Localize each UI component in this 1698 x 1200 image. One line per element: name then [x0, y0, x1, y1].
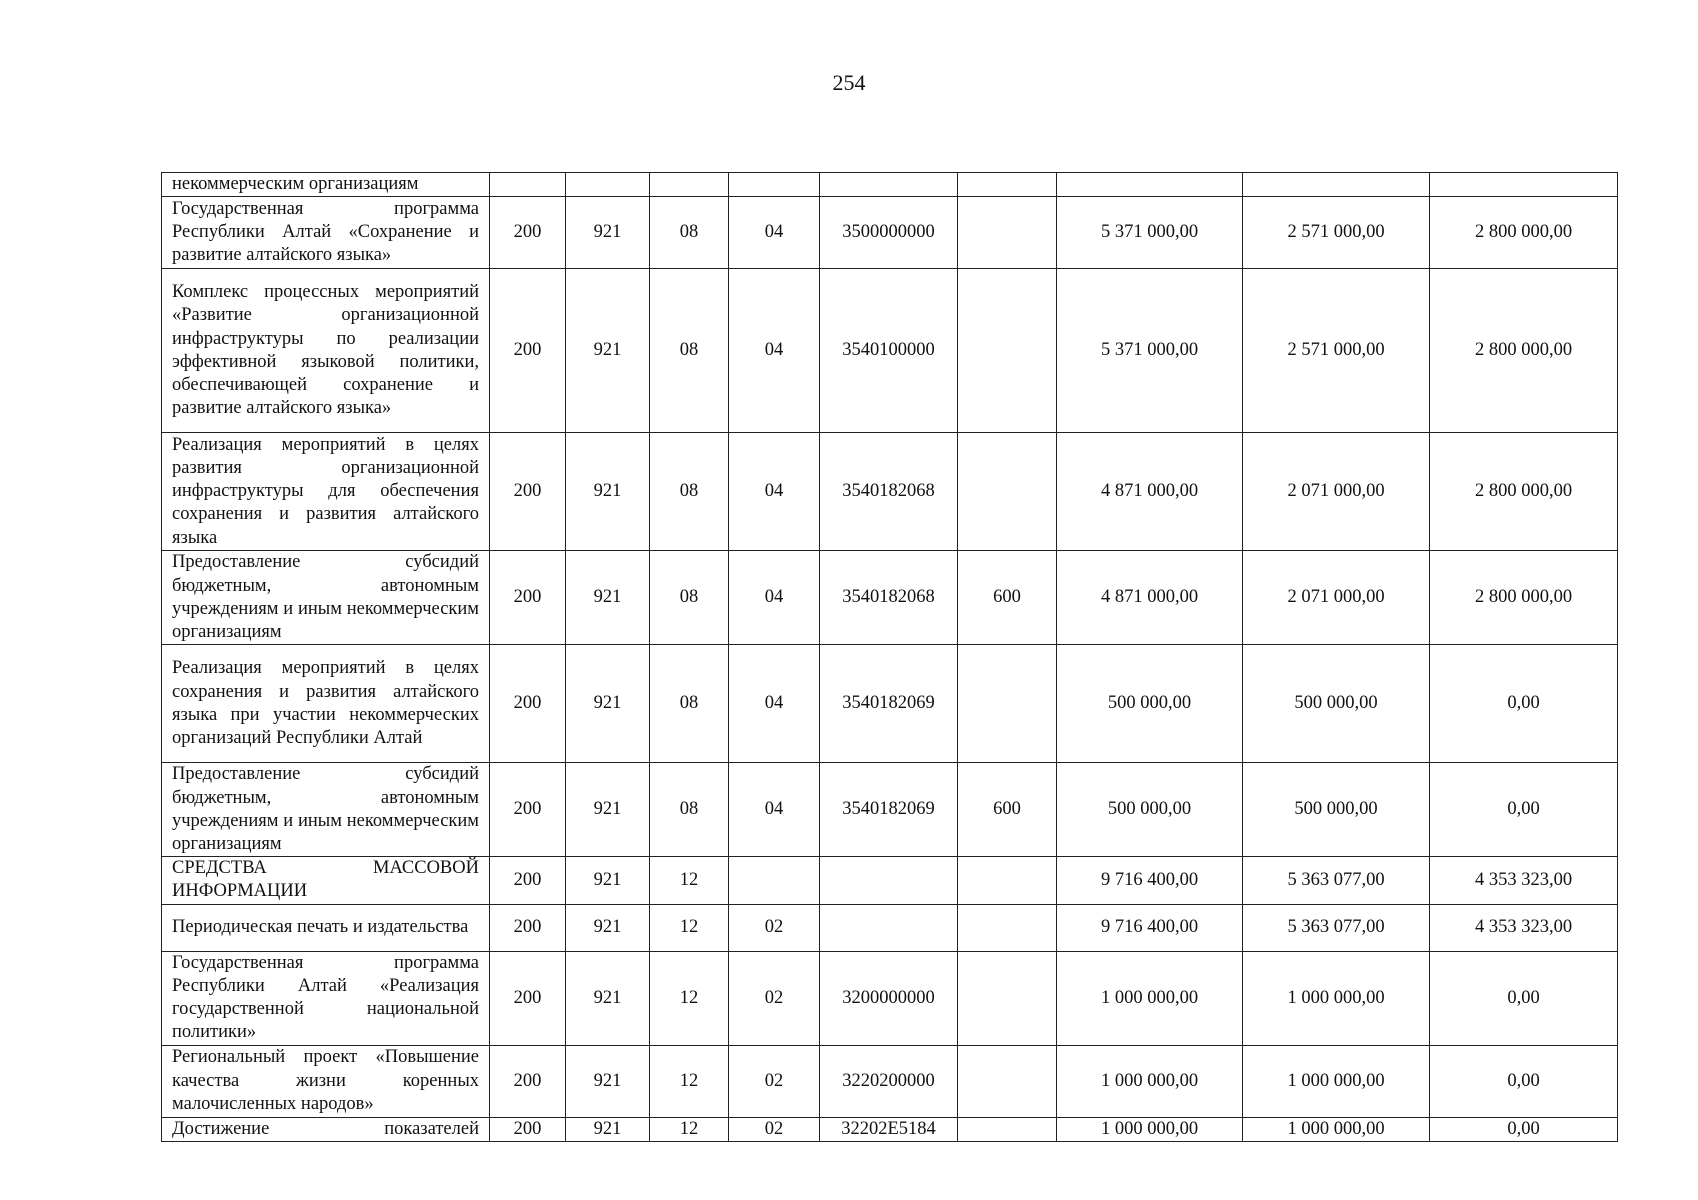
expense-type-code: 600: [958, 551, 1057, 645]
ministry-code: [566, 173, 650, 197]
section-code: 200: [490, 857, 566, 904]
subdivision-code: 04: [729, 269, 820, 433]
table-row: [162, 1045, 1618, 1117]
amount-2025: 9 716 400,00: [1057, 904, 1243, 951]
table-row: [162, 269, 1618, 433]
subdivision-code: 04: [729, 551, 820, 645]
item-name: Региональный проект «Повышение качества жизни коренных малочисленных народов»: [162, 1045, 490, 1117]
division-code: 08: [650, 197, 729, 269]
table-row: [162, 173, 1618, 197]
division-code: 08: [650, 645, 729, 763]
item-name: Реализация мероприятий в целях сохранения и развития алтайского языка при участии некоммерческих организаций Республики Алтай: [162, 645, 490, 763]
amount-2027: [1430, 173, 1618, 197]
amount-2027: 2 800 000,00: [1430, 551, 1618, 645]
expense-type-code: [958, 645, 1057, 763]
item-name: Периодическая печать и издательства: [162, 904, 490, 951]
ministry-code: 921: [566, 197, 650, 269]
ministry-code: 921: [566, 904, 650, 951]
table-row: [162, 197, 1618, 269]
target-article-code: [820, 173, 958, 197]
amount-2025: [1057, 173, 1243, 197]
target-article-code: 3500000000: [820, 197, 958, 269]
division-code: 08: [650, 763, 729, 857]
expense-type-code: [958, 904, 1057, 951]
amount-2026: 5 363 077,00: [1243, 857, 1430, 904]
subdivision-code: 02: [729, 904, 820, 951]
table-row: [162, 1117, 1618, 1141]
amount-2027: 0,00: [1430, 951, 1618, 1045]
section-code: 200: [490, 1117, 566, 1141]
amount-2027: 2 800 000,00: [1430, 269, 1618, 433]
amount-2027: 4 353 323,00: [1430, 857, 1618, 904]
section-code: 200: [490, 197, 566, 269]
table-body: [162, 173, 1618, 1142]
division-code: 08: [650, 433, 729, 551]
subdivision-code: 02: [729, 951, 820, 1045]
expense-type-code: 600: [958, 763, 1057, 857]
subdivision-code: 04: [729, 763, 820, 857]
item-name: Достижение показателей: [162, 1117, 490, 1141]
item-name: Реализация мероприятий в целях развития организационной инфраструктуры для обеспечения сохранения и развития алтайского языка: [162, 433, 490, 551]
item-name: Комплекс процессных мероприятий «Развитие организационной инфраструктуры по реализации эффективной языковой политики, обеспечивающей сохранение и развитие алтайского языка»: [162, 269, 490, 433]
division-code: 12: [650, 951, 729, 1045]
subdivision-code: 02: [729, 1117, 820, 1141]
target-article-code: [820, 904, 958, 951]
expense-type-code: [958, 951, 1057, 1045]
ministry-code: 921: [566, 551, 650, 645]
amount-2025: 500 000,00: [1057, 645, 1243, 763]
division-code: 08: [650, 551, 729, 645]
item-name: Государственная программа Республики Алтай «Реализация государственной национальной политики»: [162, 951, 490, 1045]
amount-2026: 1 000 000,00: [1243, 1117, 1430, 1141]
amount-2025: 1 000 000,00: [1057, 951, 1243, 1045]
amount-2027: 0,00: [1430, 763, 1618, 857]
target-article-code: 3540182069: [820, 763, 958, 857]
division-code: 08: [650, 269, 729, 433]
amount-2026: [1243, 173, 1430, 197]
target-article-code: 3540182068: [820, 551, 958, 645]
division-code: [650, 173, 729, 197]
section-code: 200: [490, 951, 566, 1045]
expense-type-code: [958, 1117, 1057, 1141]
table-row: [162, 763, 1618, 857]
item-name: Государственная программа Республики Алтай «Сохранение и развитие алтайского языка»: [162, 197, 490, 269]
subdivision-code: [729, 173, 820, 197]
table-row: [162, 857, 1618, 904]
ministry-code: 921: [566, 645, 650, 763]
target-article-code: 32202E5184: [820, 1117, 958, 1141]
ministry-code: 921: [566, 1045, 650, 1117]
amount-2025: 1 000 000,00: [1057, 1117, 1243, 1141]
expense-type-code: [958, 1045, 1057, 1117]
section-code: 200: [490, 551, 566, 645]
item-name: СРЕДСТВА МАССОВОЙ ИНФОРМАЦИИ: [162, 857, 490, 904]
amount-2025: 4 871 000,00: [1057, 551, 1243, 645]
subdivision-code: 04: [729, 433, 820, 551]
expense-type-code: [958, 857, 1057, 904]
expense-type-code: [958, 433, 1057, 551]
amount-2025: 5 371 000,00: [1057, 197, 1243, 269]
subdivision-code: [729, 857, 820, 904]
expense-type-code: [958, 197, 1057, 269]
amount-2026: 2 071 000,00: [1243, 551, 1430, 645]
amount-2027: 0,00: [1430, 1045, 1618, 1117]
ministry-code: 921: [566, 763, 650, 857]
amount-2025: 5 371 000,00: [1057, 269, 1243, 433]
section-code: 200: [490, 763, 566, 857]
expense-type-code: [958, 269, 1057, 433]
target-article-code: 3540182069: [820, 645, 958, 763]
target-article-code: 3540100000: [820, 269, 958, 433]
amount-2027: 2 800 000,00: [1430, 433, 1618, 551]
section-code: 200: [490, 904, 566, 951]
amount-2027: 0,00: [1430, 645, 1618, 763]
table-row: [162, 645, 1618, 763]
amount-2025: 9 716 400,00: [1057, 857, 1243, 904]
target-article-code: 3220200000: [820, 1045, 958, 1117]
amount-2027: 0,00: [1430, 1117, 1618, 1141]
section-code: 200: [490, 433, 566, 551]
amount-2026: 500 000,00: [1243, 763, 1430, 857]
amount-2026: 2 571 000,00: [1243, 269, 1430, 433]
division-code: 12: [650, 1117, 729, 1141]
amount-2026: 5 363 077,00: [1243, 904, 1430, 951]
subdivision-code: 02: [729, 1045, 820, 1117]
amount-2026: 2 571 000,00: [1243, 197, 1430, 269]
table-row: [162, 904, 1618, 951]
budget-table: [161, 172, 1618, 1142]
item-name: Предоставление субсидий бюджетным, автономным учреждениям и иным некоммерческим организациям: [162, 551, 490, 645]
amount-2027: 4 353 323,00: [1430, 904, 1618, 951]
section-code: 200: [490, 269, 566, 433]
ministry-code: 921: [566, 269, 650, 433]
amount-2025: 500 000,00: [1057, 763, 1243, 857]
division-code: 12: [650, 857, 729, 904]
section-code: [490, 173, 566, 197]
page-number: 254: [832, 70, 866, 95]
ministry-code: 921: [566, 857, 650, 904]
target-article-code: 3200000000: [820, 951, 958, 1045]
amount-2026: 500 000,00: [1243, 645, 1430, 763]
subdivision-code: 04: [729, 645, 820, 763]
table-row: [162, 433, 1618, 551]
expense-type-code: [958, 173, 1057, 197]
target-article-code: [820, 857, 958, 904]
table-row: [162, 951, 1618, 1045]
amount-2027: 2 800 000,00: [1430, 197, 1618, 269]
ministry-code: 921: [566, 951, 650, 1045]
section-code: 200: [490, 1045, 566, 1117]
item-name: Предоставление субсидий бюджетным, автономным учреждениям и иным некоммерческим организациям: [162, 763, 490, 857]
amount-2026: 1 000 000,00: [1243, 951, 1430, 1045]
amount-2026: 2 071 000,00: [1243, 433, 1430, 551]
amount-2025: 1 000 000,00: [1057, 1045, 1243, 1117]
amount-2025: 4 871 000,00: [1057, 433, 1243, 551]
division-code: 12: [650, 904, 729, 951]
section-code: 200: [490, 645, 566, 763]
item-name: некоммерческим организациям: [162, 173, 490, 197]
amount-2026: 1 000 000,00: [1243, 1045, 1430, 1117]
target-article-code: 3540182068: [820, 433, 958, 551]
division-code: 12: [650, 1045, 729, 1117]
subdivision-code: 04: [729, 197, 820, 269]
ministry-code: 921: [566, 1117, 650, 1141]
table-row: [162, 551, 1618, 645]
ministry-code: 921: [566, 433, 650, 551]
